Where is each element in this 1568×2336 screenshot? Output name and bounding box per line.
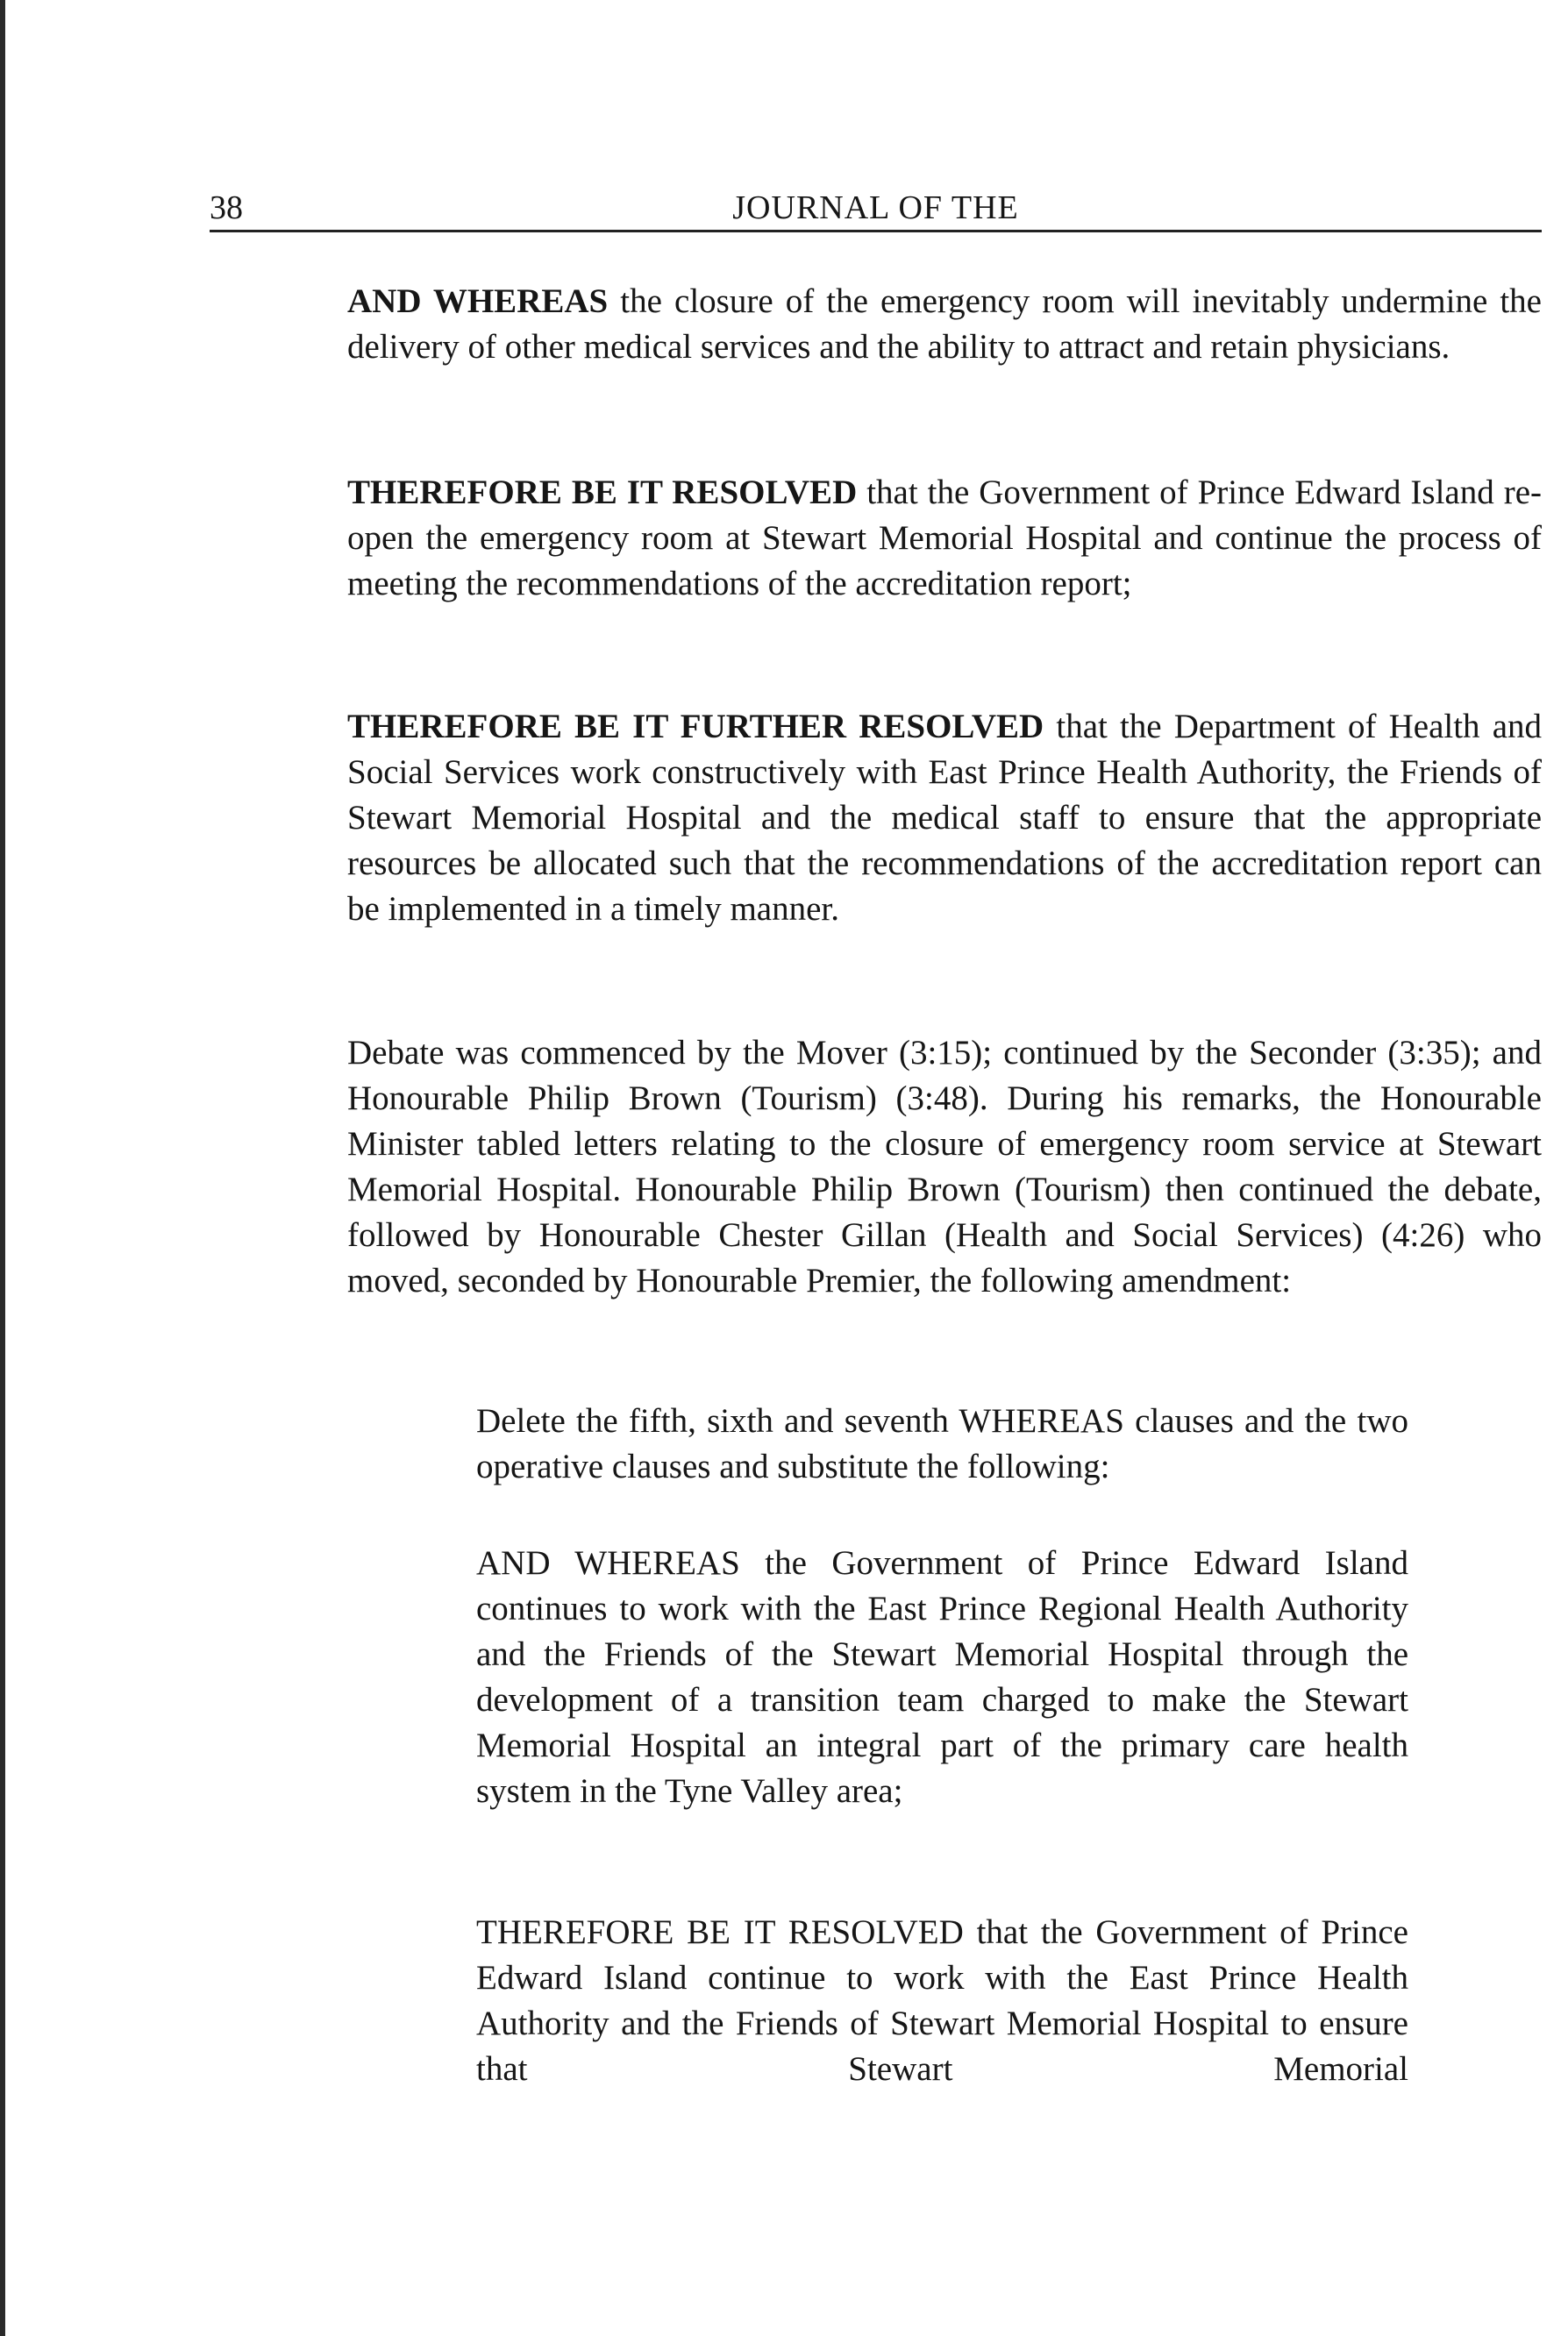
paragraph-text: that the Government of Prince Edward Island re-open the emergency room at Stewart Memorial Hospital and continue the process of meeting the recommendations of the accreditation report; xyxy=(347,474,1542,602)
further-resolved-paragraph xyxy=(347,704,1542,932)
amendment-text: THEREFORE BE IT RESOLVED that the Government of Prince Edward Island continue to work with the East Prince Health Authority and the Friends of Stewart Memorial Hospital to ensure that Stewart Memorial xyxy=(476,1913,1408,2088)
paragraph-text: the closure of the emergency room will inevitably undermine the delivery of other medical services and the ability to attract and retain physicians. xyxy=(347,282,1542,366)
amendment-instruction xyxy=(476,1399,1408,1490)
whereas-closure-paragraph xyxy=(347,279,1542,370)
amendment-text: AND WHEREAS the Government of Prince Edward Island continues to work with the East Prince Regional Health Authority and the Friends of the Stewart Memorial Hospital through the development of a transition team charged to make the Stewart Memorial Hospital an integral part of the primary care health system in the Tyne Valley area; xyxy=(476,1544,1408,1810)
scan-edge xyxy=(0,0,5,2336)
running-head xyxy=(210,186,1542,232)
paragraph-text: that the Department of Health and Social Services work constructively with East Prince Health Authority, the Friends of Stewart Memorial Hospital and the medical staff to ensure that the appropriate resources be allocated such that the recommendations of the accreditation report can be implemented in a timely manner. xyxy=(347,708,1543,928)
resolved-paragraph xyxy=(347,470,1542,607)
paragraph-lead: AND WHEREAS xyxy=(347,282,609,320)
paragraph-lead: THEREFORE BE IT FURTHER RESOLVED xyxy=(347,708,1044,745)
paragraph-lead: THEREFORE BE IT RESOLVED xyxy=(347,474,858,511)
amendment-resolved xyxy=(476,1910,1408,2092)
journal-title: JOURNAL OF THE xyxy=(732,189,1019,226)
amendment-whereas xyxy=(476,1541,1408,1814)
page-number: 38 xyxy=(210,189,243,226)
debate-paragraph xyxy=(347,1030,1542,1304)
amendment-text: Delete the fifth, sixth and seventh WHEREAS clauses and the two operative clauses and substitute the following: xyxy=(476,1402,1408,1485)
paragraph-text: Debate was commenced by the Mover (3:15); continued by the Seconder (3:35); and Honourable Philip Brown (Tourism) (3:48). During his remarks, the Honourable Minister tabled letters relating to the closure of emergency room service at Stewart Memorial Hospital. Honourable Philip Brown (Tourism) then continued the debate, followed by Honourable Chester Gillan (Health and Social Services) (4:26) who moved, seconded by Honourable Premier, the following amendment: xyxy=(347,1034,1542,1300)
